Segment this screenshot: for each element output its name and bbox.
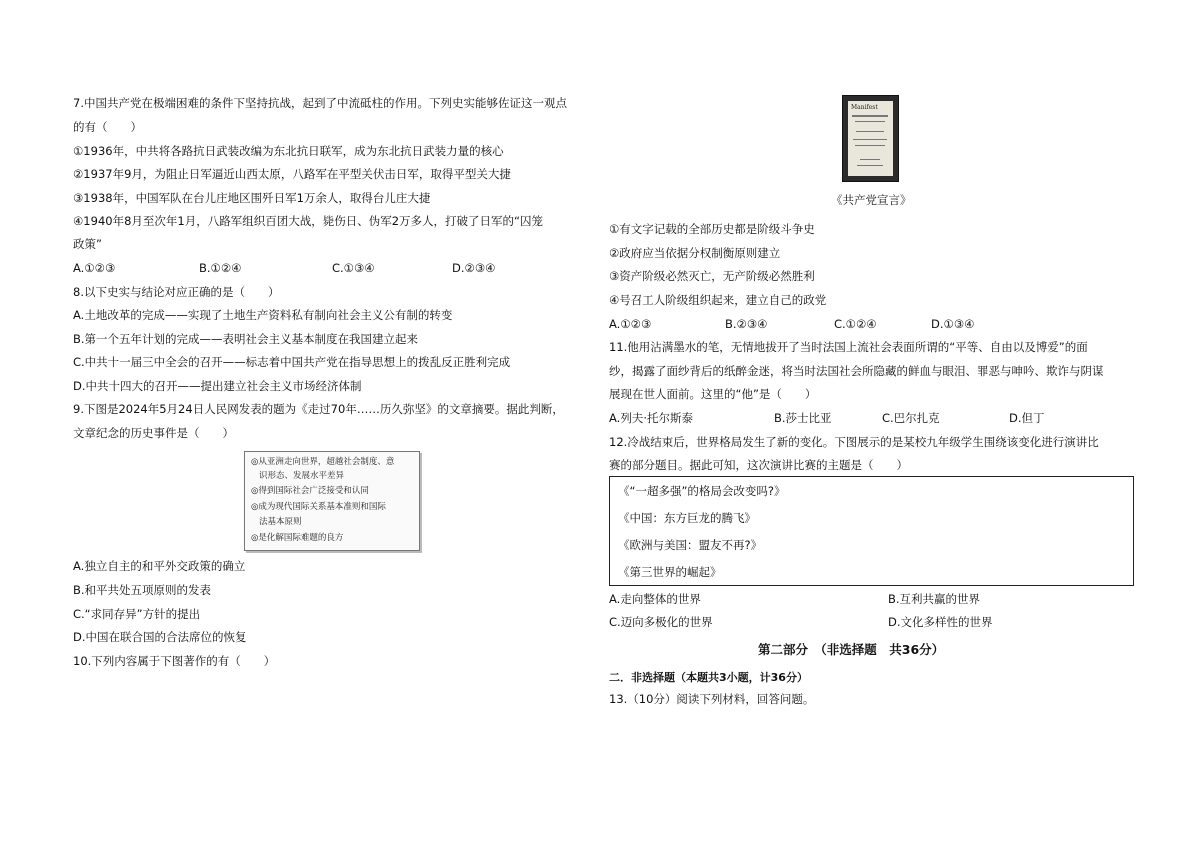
q10-item-1: ①有文字记载的全部历史都是阶级斗争史 [609, 222, 815, 236]
q7-stem-line1: 7.中国共产党在极端困难的条件下坚持抗战，起到了中流砥柱的作用。下列史实能够佐证这一观点 [73, 96, 567, 110]
q12-topic-4: 《第三世界的崛起》 [618, 565, 722, 579]
q10-stem: 10.下列内容属于下图著作的有（ ） [73, 654, 276, 668]
q10-option-b[interactable]: B.②③④ [725, 317, 768, 331]
q11-option-a[interactable]: A.列夫·托尔斯泰 [609, 411, 693, 425]
q7-stem-line2: 的有（ ） [73, 120, 142, 134]
q13-stem: 13.（10分）阅读下列材料，回答问题。 [609, 692, 815, 706]
q12-topic-3: 《欧洲与美国：盟友不再?》 [618, 538, 763, 552]
q11-stem-line1: 11.他用沾满墨水的笔，无情地拔开了当时法国上流社会表面所谓的“平等、自由以及博爱”的面 [609, 340, 1088, 354]
q7-option-c[interactable]: C.①③④ [332, 261, 375, 275]
q10-caption: 《共产党宣言》 [831, 193, 912, 207]
q12-stem-line2: 赛的部分题目。据此可知，这次演讲比赛的主题是（ ） [609, 458, 908, 472]
q7-option-d[interactable]: D.②③④ [452, 261, 496, 275]
q9-box-line-6: ◎是化解国际难题的良方 [251, 533, 344, 543]
q9-summary-box [244, 451, 420, 551]
q11-stem-line2: 纱，揭露了面纱背后的纸醉金迷，将当时法国社会所隐藏的鲜血与眼泪、罪恶与呻吟、欺诈与阴谋 [609, 364, 1104, 378]
q12-option-a[interactable]: A.走向整体的世界 [609, 592, 701, 606]
q8-option-a[interactable]: A.土地改革的完成——实现了土地生产资料私有制向社会主义公有制的转变 [73, 308, 453, 322]
q8-option-d[interactable]: D.中共十四大的召开——提出建立社会主义市场经济体制 [73, 379, 362, 393]
q9-box-line-3: ◎得到国际社会广泛接受和认同 [251, 486, 369, 496]
q10-item-4: ④号召工人阶级组织起来，建立自己的政党 [609, 293, 827, 307]
q11-stem-line3: 展现在世人面前。这里的“他”是（ ） [609, 387, 817, 401]
q10-item-2: ②政府应当依据分权制衡原则建立 [609, 246, 781, 260]
q12-topic-1: 《“一超多强”的格局会改变吗?》 [618, 484, 786, 498]
q9-option-b[interactable]: B.和平共处五项原则的发表 [73, 583, 212, 597]
q8-option-c[interactable]: C.中共十一届三中全会的召开——标志着中国共产党在指导思想上的拨乱反正胜利完成 [73, 355, 511, 369]
q12-stem-line1: 12.冷战结束后，世界格局发生了新的变化。下图展示的是某校九年级学生围绕该变化进行演讲比 [609, 435, 1099, 449]
communist-manifesto-cover-image [842, 95, 899, 182]
q7-item-2: ②1937年9月，为阻止日军逼近山西太原，八路军在平型关伏击日军，取得平型关大捷 [73, 167, 511, 181]
q9-box-line-5: 法基本原则 [259, 517, 302, 527]
q10-option-d[interactable]: D.①③④ [931, 317, 975, 331]
q12-topics-box [609, 476, 1134, 586]
q7-option-b[interactable]: B.①②④ [199, 261, 242, 275]
q9-box-line-2: 识形态、发展水平差异 [259, 471, 345, 481]
q9-stem-line2: 文章纪念的历史事件是（ ） [73, 426, 234, 440]
q8-stem: 8.以下史实与结论对应正确的是（ ） [73, 285, 280, 299]
book-cover-title: Manifest [851, 104, 878, 111]
q7-item-4-cont: 政策” [73, 237, 102, 251]
part2-title: 第二部分 （非选择题 共36分） [758, 642, 945, 657]
q9-box-line-4: ◎成为现代国际关系基本准则和国际 [251, 502, 386, 512]
q10-item-3: ③资产阶级必然灭亡，无产阶级必然胜利 [609, 269, 815, 283]
q7-option-a[interactable]: A.①②③ [73, 261, 116, 275]
q9-option-d[interactable]: D.中国在联合国的合法席位的恢复 [73, 630, 247, 644]
q11-option-c[interactable]: C.巴尔扎克 [882, 411, 940, 425]
q9-stem-line1: 9.下图是2024年5月24日人民网发表的题为《走过70年……历久弥坚》的文章摘要。据此判断， [73, 402, 564, 416]
q11-option-d[interactable]: D.但丁 [1009, 411, 1045, 425]
q7-item-4: ④1940年8月至次年1月，八路军组织百团大战，毙伤日、伪军2万多人，打破了日军的“囚笼 [73, 214, 543, 228]
q11-option-b[interactable]: B.莎士比亚 [774, 411, 832, 425]
q9-option-c[interactable]: C.“求同存异”方针的提出 [73, 607, 201, 621]
q8-option-b[interactable]: B.第一个五年计划的完成——表明社会主义基本制度在我国建立起来 [73, 332, 419, 346]
part2-section-heading: 二．非选择题（本题共3小题，计36分） [609, 671, 808, 684]
q12-topic-2: 《中国：东方巨龙的腾飞》 [618, 511, 756, 525]
q12-option-b[interactable]: B.互利共赢的世界 [888, 592, 981, 606]
q10-option-a[interactable]: A.①②③ [609, 317, 652, 331]
q9-option-a[interactable]: A.独立自主的和平外交政策的确立 [73, 559, 246, 573]
q12-option-d[interactable]: D.文化多样性的世界 [888, 615, 993, 629]
q7-item-3: ③1938年，中国军队在台儿庄地区围歼日军1万余人，取得台儿庄大捷 [73, 191, 431, 205]
q12-option-c[interactable]: C.迈向多极化的世界 [609, 615, 713, 629]
q9-box-line-1: ◎从亚洲走向世界，超越社会制度、意 [251, 457, 395, 467]
q7-item-1: ①1936年，中共将各路抗日武装改编为东北抗日联军，成为东北抗日武装力量的核心 [73, 144, 504, 158]
q10-option-c[interactable]: C.①②④ [834, 317, 877, 331]
